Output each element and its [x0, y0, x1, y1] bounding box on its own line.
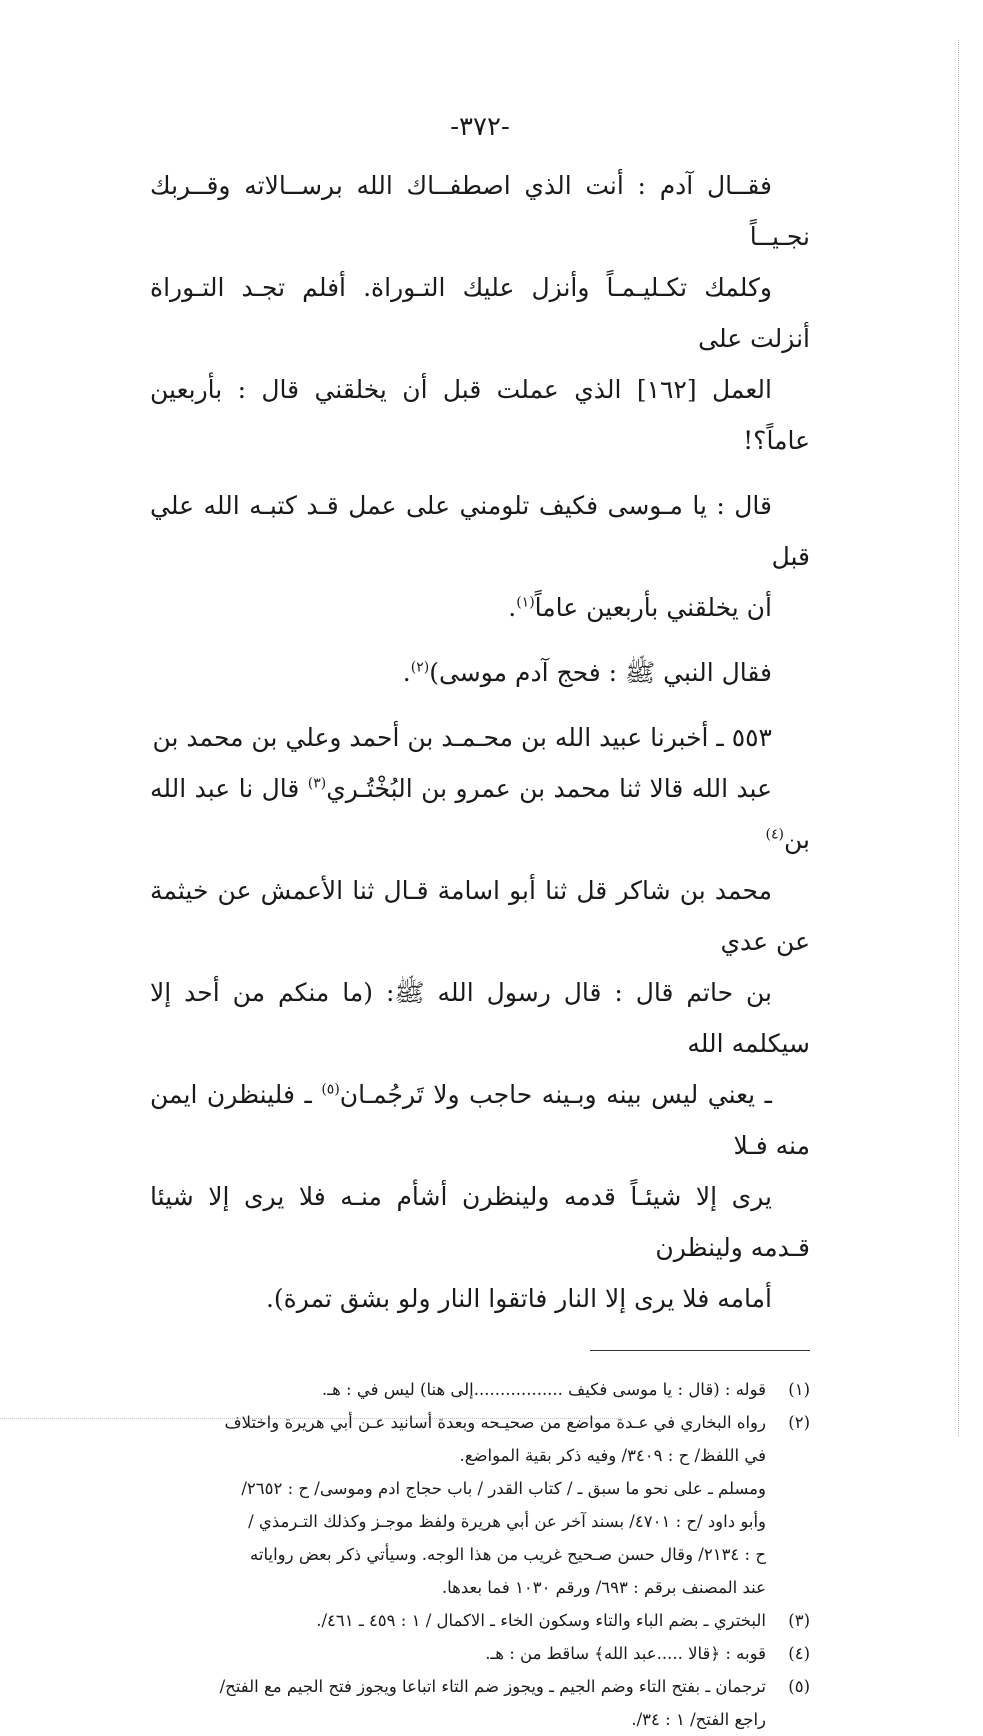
- footnote-line: البختري ـ بضم الباء والتاء وسكون الخاء ـ الاكمال / ١ : ٤٥٩ ـ ٤٦١/.: [316, 1611, 766, 1630]
- text-line: محمد بن شاكر قل ثنا أبو اسامة قـال ثنا الأعمش عن خيثمة عن عدي: [150, 876, 810, 956]
- footnote-line: ح : ٢١٣٤/ وقال حسن صـحيح غريب من هذا الوجه. وسيأتي ذكر بعض رواياته: [250, 1545, 766, 1564]
- paragraph-adam-reply: [150, 160, 810, 466]
- page-number: -٣٧٢-: [450, 112, 510, 142]
- footnote-line: راجع الفتح/ ١ : ٣٤/.: [631, 1710, 766, 1729]
- text-line: وكلمك تكـليـمـاً وأنزل عليك التـوراة. أفلم تجـد التـوراة أنزلت على: [150, 273, 810, 353]
- text-line: [150, 647, 810, 698]
- text-line: يرى إلا شيئـاً قدمه ولينظرن أشأم منـه فلا يرى إلا شيئا قـدمه ولينظرن: [150, 1182, 810, 1262]
- text-line: بن حاتم قال : قال رسول الله ﷺ: (ما منكم من أحد إلا سيكلمه الله: [150, 978, 810, 1058]
- text-segment: .: [508, 593, 517, 622]
- footnote-5: [150, 1670, 810, 1736]
- footnote-ref: (٣): [307, 775, 327, 792]
- text-line: العمل [١٦٢] الذي عملت قبل أن يخلقني قال : بأربعين عاماً؟!: [150, 375, 810, 455]
- footnote-number: (٥): [788, 1677, 810, 1696]
- text-line: [150, 582, 810, 633]
- footnote-number: (١): [788, 1380, 810, 1399]
- footnote-line: وأبو داود /ح : ٤٧٠١/ بسند آخر عن أبي هريرة ولفظ موجـز وكذلك التـرمذي /: [248, 1512, 766, 1531]
- text-segment: ـ يعني ليس بينه وبـينه حاجب ولا تَرجُمـان: [339, 1080, 773, 1109]
- footnote-3: [150, 1604, 810, 1637]
- footnote-number: (٣): [788, 1611, 810, 1630]
- footnote-line: قوله : (قال : يا موسى فكيف .................إلى هنا) ليس في : هـ.: [322, 1380, 766, 1399]
- footnote-4: [150, 1637, 810, 1670]
- text-segment: فقال النبي ﷺ : فحج آدم موسى): [429, 658, 772, 687]
- footnote-ref: (١): [516, 594, 535, 611]
- footnote-ref: (٥): [321, 1081, 340, 1098]
- footnote-1: [150, 1373, 810, 1406]
- footnote-line: في اللفظ/ ح : ٣٤٠٩/ وفيه ذكر بقية المواضع.: [459, 1446, 766, 1465]
- footnote-separator: [590, 1350, 810, 1351]
- paragraph-prophet-statement: [150, 647, 810, 698]
- paragraph-moses-question: [150, 480, 810, 633]
- footnotes: [150, 1373, 810, 1736]
- footnote-ref: (٤): [765, 826, 784, 843]
- footnote-number: (٤): [788, 1644, 810, 1663]
- footnote-line: عند المصنف برقم : ٦٩٣/ ورقم ١٠٣٠ فما بعدها.: [441, 1578, 766, 1597]
- text-segment: أن يخلقني بأربعين عاماً: [534, 593, 772, 622]
- footnote-line: قوبه : ﴿قالا .....عبد الله﴾ ساقط من : هـ.: [485, 1644, 766, 1663]
- text-segment: .: [402, 658, 411, 687]
- text-line: فقــال آدم : أنت الذي اصطفــاك الله برســالاته وقــربك نجـيــاً: [150, 171, 810, 251]
- footnote-2: [150, 1406, 810, 1604]
- text-segment: عبد الله قالا ثنا محمد بن عمرو بن البُخْتُـري: [326, 774, 773, 803]
- paragraph-hadith-553: [150, 712, 810, 1324]
- text-segment: قال نا عبد الله بن: [150, 774, 810, 854]
- book-page: [150, 112, 810, 1736]
- text-line: قال : يا مـوسى فكيف تلومني على عمل قـد كتبـه الله علي قبل: [150, 491, 810, 571]
- footnote-line: ترجمان ـ بفتح التاء وضم الجيم ـ ويجوز ضم التاء اتباعا ويجوز فتح الجيم مع الفتح/: [219, 1677, 766, 1696]
- footnote-number: (٢): [788, 1413, 810, 1432]
- text-line: أمامه فلا يرى إلا النار فاتقوا النار ولو بشق تمرة).: [265, 1284, 772, 1313]
- text-segment: ـ فلينظرن ايمن منه فـلا: [150, 1080, 810, 1160]
- footnote-line: رواه البخاري في عـدة مواضع من صحيـحه وبعدة أسانيد عـن أبي هريرة واختلاف: [224, 1413, 766, 1432]
- footnote-line: ومسلم ـ على نحو ما سبق ـ / كتاب القدر / باب حجاج ادم وموسى/ ح : ٢٦٥٢/: [241, 1479, 766, 1498]
- text-line: ٥٥٣ ـ أخبرنا عبيد الله بن محـمـد بن أحمد وعلي بن محمد بن: [152, 723, 772, 752]
- text-line: [150, 1069, 810, 1171]
- page-edge-line: [958, 40, 959, 1437]
- text-line: [150, 763, 810, 865]
- footnote-ref: (٢): [410, 659, 430, 676]
